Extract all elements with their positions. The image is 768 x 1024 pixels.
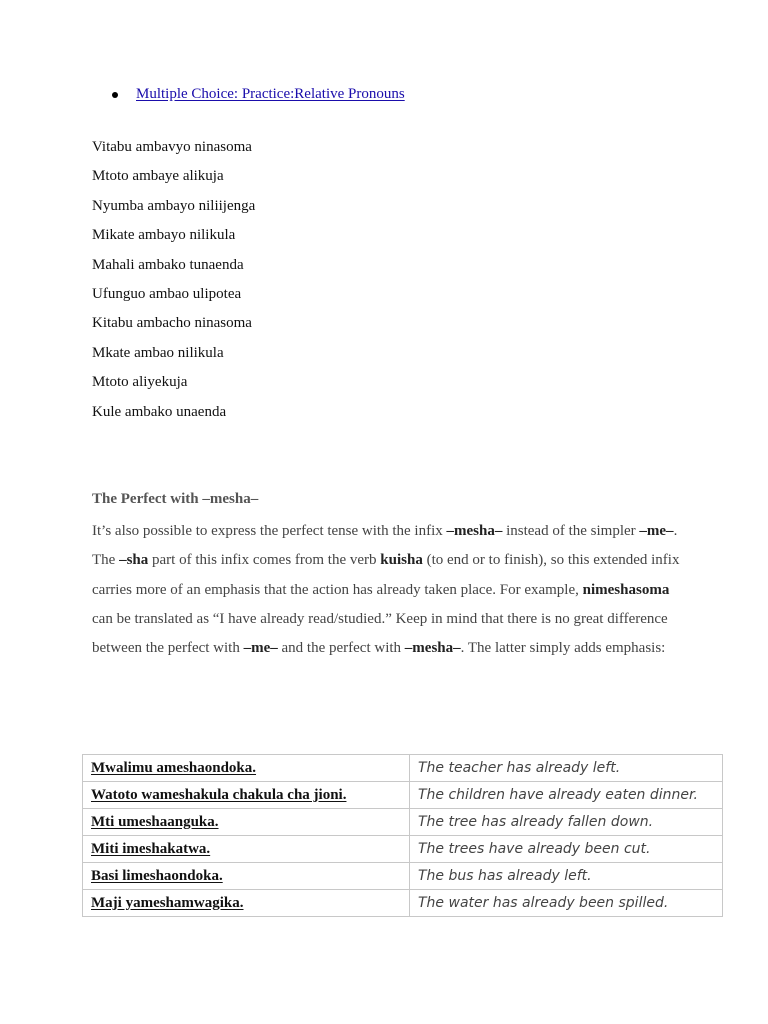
swahili-sentence: Maji yameshamwagika. (83, 890, 410, 917)
phrase-item: Mkate ambao nilikula (92, 344, 224, 361)
bullet-item (112, 86, 405, 103)
phrase-item: Mahali ambako tunaenda (92, 256, 244, 273)
phrase-item: Mtoto aliyekuja (92, 374, 188, 391)
table-row (83, 836, 723, 863)
table-row (83, 890, 723, 917)
phrase-list (92, 136, 255, 430)
bold-term: nimeshasoma (582, 581, 670, 598)
perfect-section (92, 488, 682, 663)
phrase-item: Nyumba ambayo niliijenga (92, 197, 256, 214)
phrase-item: Kule ambako unaenda (92, 403, 227, 420)
paragraph-text: part of this infix comes from the verb (148, 552, 381, 569)
swahili-sentence: Basi limeshaondoka. (83, 863, 410, 890)
phrase-item: Ufunguo ambao ulipotea (92, 285, 242, 302)
bold-term: –sha (119, 552, 149, 569)
paragraph-text: (to end or to finish), so this extended infix carries more of an emphasis that the action has already taken place. For example, (92, 552, 680, 598)
english-translation: The teacher has already left. (410, 755, 723, 782)
phrase-item: Kitabu ambacho ninasoma (92, 315, 252, 332)
phrase-item: Mikate ambayo nilikula (92, 227, 236, 244)
table-row (83, 809, 723, 836)
section-heading: The Perfect with –mesha– (92, 491, 259, 507)
english-translation: The children have already eaten dinner. (410, 782, 723, 809)
english-translation: The tree has already fallen down. (410, 809, 723, 836)
table-row (83, 863, 723, 890)
english-translation: The trees have already been cut. (410, 836, 723, 863)
paragraph-text: can be translated as “I have already read/studied.” Keep in mind that there is no great difference between the perfect with (92, 610, 668, 657)
bold-term: –me– (243, 640, 278, 657)
phrase-item: Mtoto ambaye alikuja (92, 168, 224, 185)
phrase-item: Vitabu ambavyo ninasoma (92, 139, 252, 155)
paragraph-text: It’s also possible to express the perfect tense with the infix (92, 523, 447, 539)
table-row (83, 782, 723, 809)
bold-term: –mesha– (404, 640, 461, 657)
bold-term: –mesha– (446, 523, 503, 539)
swahili-sentence: Mti umeshaanguka. (83, 809, 410, 836)
swahili-sentence: Watoto wameshakula chakula cha jioni. (83, 782, 410, 809)
english-translation: The bus has already left. (410, 863, 723, 890)
bold-term: kuisha (380, 552, 423, 569)
section-paragraph (92, 517, 682, 663)
bullet-icon (112, 92, 118, 98)
paragraph-text: . The latter simply adds emphasis: (460, 640, 666, 657)
table-row (83, 755, 723, 782)
swahili-sentence: Miti imeshakatwa. (83, 836, 410, 863)
practice-link[interactable]: Multiple Choice: Practice:Relative Pronouns (136, 86, 405, 102)
bold-term: –me– (639, 523, 674, 539)
paragraph-text: and the perfect with (277, 640, 405, 657)
english-translation: The water has already been spilled. (410, 890, 723, 917)
swahili-sentence: Mwalimu ameshaondoka. (83, 755, 410, 782)
paragraph-text: . The (92, 523, 678, 569)
examples-table (82, 754, 723, 917)
paragraph-text: instead of the simpler (502, 523, 640, 539)
